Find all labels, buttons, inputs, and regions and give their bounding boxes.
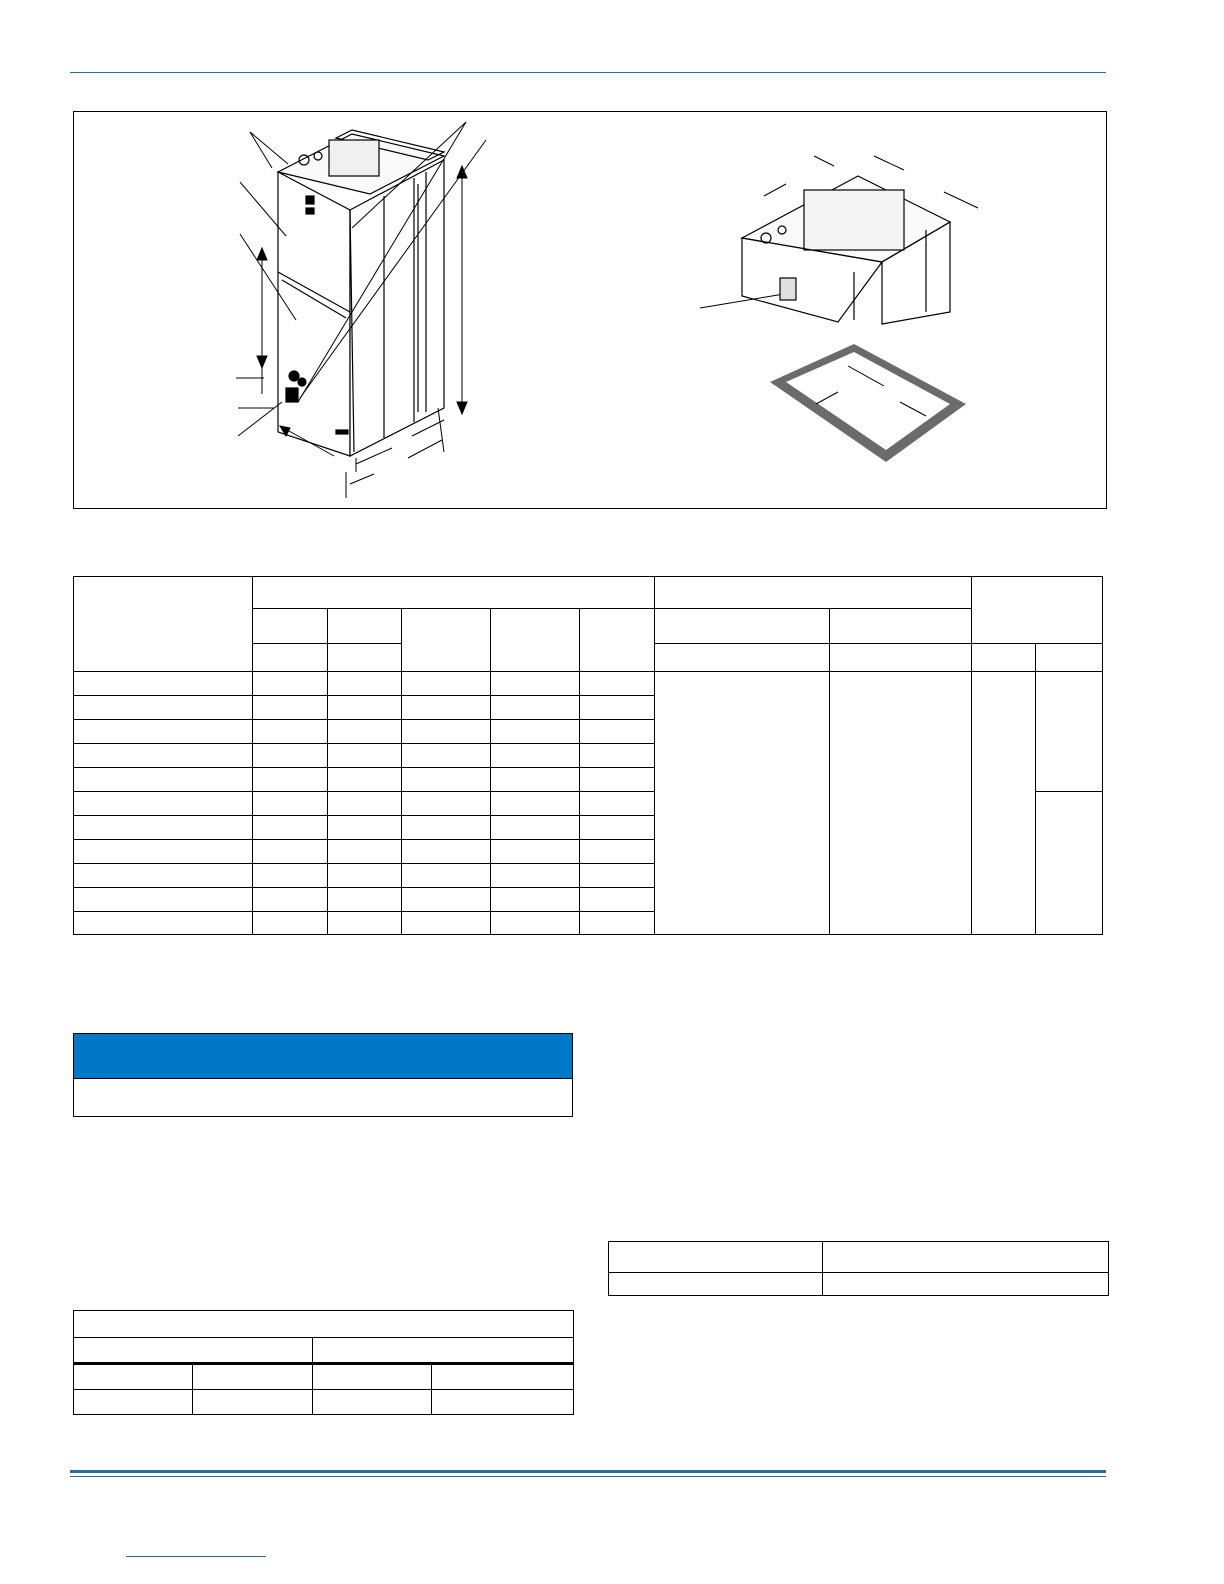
header-cell (655, 577, 972, 609)
header-cell (580, 609, 655, 672)
header-cell (253, 644, 328, 672)
table-cell (74, 744, 253, 768)
table-cell (328, 888, 402, 912)
table-cell (74, 672, 253, 696)
table-header-row (74, 1338, 574, 1364)
table-cell (253, 840, 328, 864)
notice-body (74, 1078, 572, 1117)
table-cell (313, 1338, 574, 1364)
dimensions-figure (73, 111, 1107, 509)
table-cell (253, 720, 328, 744)
merged-cell (972, 672, 1036, 935)
table-cell (328, 816, 402, 840)
table-cell (193, 1390, 313, 1415)
table-cell (580, 672, 655, 696)
table-cell (253, 744, 328, 768)
table-cell (253, 696, 328, 720)
table-cell (402, 720, 491, 744)
table-header-row (74, 577, 1103, 609)
footer-rule (70, 1470, 1106, 1473)
filter-table (73, 1310, 574, 1415)
table-cell (491, 792, 580, 816)
table-row (74, 1390, 574, 1415)
header-rule (70, 72, 1106, 73)
merged-cell (830, 672, 972, 935)
table-cell (328, 696, 402, 720)
table-cell (823, 1273, 1109, 1296)
table-cell (74, 1338, 313, 1364)
table-cell (74, 888, 253, 912)
header-cell (328, 644, 402, 672)
table-cell (328, 720, 402, 744)
table-cell (328, 768, 402, 792)
reference-table (608, 1241, 1109, 1296)
table-cell (491, 888, 580, 912)
table-cell (74, 1364, 193, 1390)
table-cell (253, 816, 328, 840)
table-cell (74, 912, 253, 935)
table-cell (402, 888, 491, 912)
table-cell (402, 792, 491, 816)
table-cell (402, 912, 491, 935)
table-cell (74, 864, 253, 888)
dimensions-table (73, 576, 1103, 935)
table-cell (253, 768, 328, 792)
table-cell (491, 912, 580, 935)
table-cell (402, 672, 491, 696)
filter-unit (742, 176, 950, 324)
table-cell (328, 840, 402, 864)
table-cell (74, 768, 253, 792)
table-cell (491, 720, 580, 744)
figure-drawing (74, 112, 1108, 510)
footer-link-underline[interactable] (126, 1556, 266, 1557)
table-cell (580, 792, 655, 816)
table-cell (74, 696, 253, 720)
table-cell (491, 696, 580, 720)
table-cell (580, 720, 655, 744)
table-header-row (74, 1311, 574, 1338)
merged-cell (1036, 672, 1103, 792)
table-cell (491, 816, 580, 840)
table-cell (823, 1242, 1109, 1273)
table-cell (580, 816, 655, 840)
header-cell (74, 577, 253, 672)
table-cell (253, 888, 328, 912)
table-cell (74, 816, 253, 840)
table-cell (253, 792, 328, 816)
table-cell (313, 1390, 432, 1415)
footer-rule-thin (70, 1476, 1106, 1477)
table-cell (328, 912, 402, 935)
table-cell (74, 720, 253, 744)
table-cell (328, 864, 402, 888)
table-cell (491, 840, 580, 864)
table-cell (328, 792, 402, 816)
header-cell (253, 577, 655, 609)
table-header-row (609, 1242, 1109, 1273)
table-cell (580, 696, 655, 720)
table-cell (74, 1390, 193, 1415)
table-cell (74, 792, 253, 816)
merged-cell (1036, 792, 1103, 935)
table-cell (253, 672, 328, 696)
table-cell (402, 744, 491, 768)
table-cell (253, 912, 328, 935)
table-cell (328, 672, 402, 696)
table-cell (402, 840, 491, 864)
table-cell (491, 864, 580, 888)
table-cell (491, 672, 580, 696)
table-cell (193, 1364, 313, 1390)
table-cell (402, 816, 491, 840)
header-cell (830, 644, 972, 672)
table-row (74, 672, 1103, 696)
header-cell (253, 609, 328, 644)
table-cell (491, 768, 580, 792)
header-cell (830, 609, 972, 644)
notice-header (74, 1034, 572, 1078)
table-cell (580, 912, 655, 935)
table-cell (609, 1242, 823, 1273)
merged-cell (655, 672, 830, 935)
table-cell (580, 768, 655, 792)
table-cell (432, 1364, 574, 1390)
table-cell (609, 1273, 823, 1296)
notice-box (73, 1033, 573, 1117)
filter-gasket-frame (770, 344, 966, 462)
table-cell (253, 864, 328, 888)
table-cell (402, 696, 491, 720)
table-cell (491, 744, 580, 768)
table-row (74, 1364, 574, 1390)
air-handler-cabinet (278, 130, 444, 456)
table-row (609, 1273, 1109, 1296)
header-cell (972, 644, 1036, 672)
table-cell (580, 840, 655, 864)
table-cell (74, 1311, 574, 1338)
header-cell (655, 609, 830, 644)
header-cell (1036, 644, 1103, 672)
table-cell (328, 744, 402, 768)
table-cell (580, 744, 655, 768)
header-cell (972, 577, 1103, 644)
table-cell (580, 864, 655, 888)
header-cell (655, 644, 830, 672)
header-cell (328, 609, 402, 644)
table-cell (74, 840, 253, 864)
header-cell (402, 609, 491, 672)
table-cell (402, 864, 491, 888)
table-cell (402, 768, 491, 792)
table-cell (580, 888, 655, 912)
table-cell (432, 1390, 574, 1415)
header-cell (491, 609, 580, 672)
table-cell (313, 1364, 432, 1390)
